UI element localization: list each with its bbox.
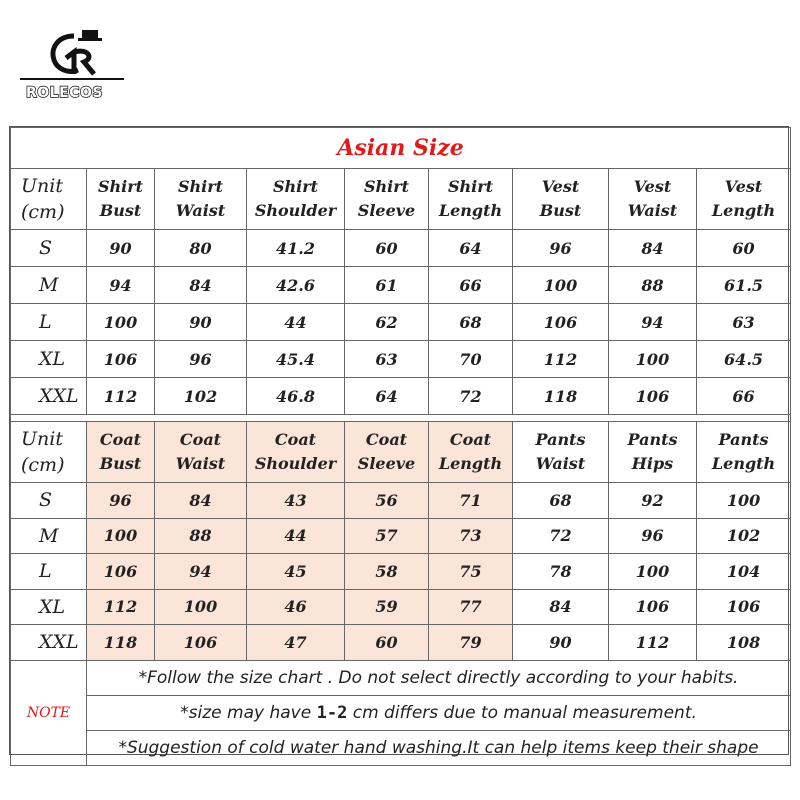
top-row bbox=[11, 267, 791, 304]
size-label: XL bbox=[11, 341, 87, 378]
column-header-line: Waist bbox=[627, 201, 678, 220]
top-column-header bbox=[247, 169, 345, 230]
measurement-cell: 70 bbox=[429, 341, 513, 378]
note-row bbox=[11, 660, 791, 695]
measurement-cell: 46.8 bbox=[247, 378, 345, 415]
top-row bbox=[11, 304, 791, 341]
measurement-cell: 80 bbox=[155, 230, 247, 267]
measurement-cell: 112 bbox=[87, 378, 155, 415]
measurement-cell: 41.2 bbox=[247, 230, 345, 267]
bottom-column-header bbox=[513, 422, 609, 483]
column-header-line: Shoulder bbox=[254, 454, 337, 473]
bottom-column-header bbox=[155, 422, 247, 483]
measurement-cell: 92 bbox=[609, 483, 697, 519]
separator-cell bbox=[11, 415, 791, 422]
measurement-cell: 45 bbox=[247, 554, 345, 590]
measurement-cell: 44 bbox=[247, 518, 345, 554]
measurement-cell: 100 bbox=[609, 341, 697, 378]
column-header-line: Shirt bbox=[363, 177, 410, 196]
column-header-line: Pants bbox=[718, 430, 769, 449]
logo-divider bbox=[20, 78, 124, 80]
measurement-cell: 71 bbox=[429, 483, 513, 519]
measurement-cell: 75 bbox=[429, 554, 513, 590]
column-header-line: Bust bbox=[99, 454, 142, 473]
column-header-line: Bust bbox=[539, 201, 582, 220]
measurement-cell: 62 bbox=[345, 304, 429, 341]
size-label: L bbox=[11, 304, 87, 341]
measurement-cell: 72 bbox=[429, 378, 513, 415]
brand-name: ROLECOS bbox=[26, 85, 103, 101]
bottom-column-header bbox=[345, 422, 429, 483]
bottom-column-header bbox=[609, 422, 697, 483]
measurement-cell: 56 bbox=[345, 483, 429, 519]
measurement-cell: 94 bbox=[87, 267, 155, 304]
column-header-line: Coat bbox=[449, 430, 492, 449]
column-header-line: Coat bbox=[365, 430, 408, 449]
size-label: XXL bbox=[11, 378, 87, 415]
measurement-cell: 68 bbox=[429, 304, 513, 341]
measurement-cell: 118 bbox=[513, 378, 609, 415]
measurement-cell: 78 bbox=[513, 554, 609, 590]
column-header-line: Bust bbox=[99, 201, 142, 220]
bottom-unit-header bbox=[11, 422, 87, 483]
column-header-line: Coat bbox=[274, 430, 317, 449]
measurement-cell: 64 bbox=[345, 378, 429, 415]
column-header-line: Length bbox=[711, 454, 776, 473]
measurement-cell: 118 bbox=[87, 625, 155, 661]
measurement-cell: 96 bbox=[609, 518, 697, 554]
unit-label-line: (cm) bbox=[21, 201, 65, 223]
size-label: XXL bbox=[11, 625, 87, 661]
measurement-cell: 60 bbox=[345, 625, 429, 661]
measurement-cell: 96 bbox=[87, 483, 155, 519]
top-column-header bbox=[609, 169, 697, 230]
top-row bbox=[11, 378, 791, 415]
unit-label-line: Unit bbox=[21, 428, 63, 450]
measurement-cell: 44 bbox=[247, 304, 345, 341]
measurement-cell: 61.5 bbox=[697, 267, 791, 304]
note-text-part: *size may have bbox=[180, 702, 317, 723]
measurement-cell: 58 bbox=[345, 554, 429, 590]
size-table bbox=[10, 127, 791, 766]
bottom-row bbox=[11, 554, 791, 590]
measurement-cell: 90 bbox=[513, 625, 609, 661]
measurement-cell: 84 bbox=[513, 589, 609, 625]
column-header-line: Waist bbox=[175, 454, 226, 473]
column-header-line: Length bbox=[711, 201, 776, 220]
top-unit-header bbox=[11, 169, 87, 230]
bottom-row bbox=[11, 518, 791, 554]
top-column-header bbox=[513, 169, 609, 230]
measurement-cell: 104 bbox=[697, 554, 791, 590]
measurement-cell: 100 bbox=[87, 304, 155, 341]
column-header-line: Coat bbox=[99, 430, 142, 449]
measurement-cell: 102 bbox=[155, 378, 247, 415]
note-label: NOTE bbox=[11, 660, 87, 765]
size-label: XL bbox=[11, 589, 87, 625]
measurement-cell: 106 bbox=[609, 378, 697, 415]
note-row bbox=[11, 695, 791, 730]
measurement-cell: 64.5 bbox=[697, 341, 791, 378]
bottom-column-header bbox=[697, 422, 791, 483]
measurement-cell: 106 bbox=[697, 589, 791, 625]
measurement-cell: 72 bbox=[513, 518, 609, 554]
measurement-cell: 84 bbox=[155, 483, 247, 519]
measurement-cell: 112 bbox=[87, 589, 155, 625]
column-header-line: Pants bbox=[535, 430, 586, 449]
measurement-cell: 100 bbox=[513, 267, 609, 304]
top-column-header bbox=[429, 169, 513, 230]
measurement-cell: 100 bbox=[609, 554, 697, 590]
measurement-cell: 106 bbox=[609, 589, 697, 625]
note-text-part: *Suggestion of cold water hand washing.It can help items keep their shape bbox=[118, 737, 759, 758]
bottom-header-row bbox=[11, 422, 791, 483]
measurement-cell: 84 bbox=[155, 267, 247, 304]
bottom-row bbox=[11, 589, 791, 625]
measurement-cell: 90 bbox=[155, 304, 247, 341]
chart-title: Asian Size bbox=[11, 128, 791, 169]
note-text bbox=[87, 660, 791, 695]
measurement-cell: 108 bbox=[697, 625, 791, 661]
note-text bbox=[87, 695, 791, 730]
measurement-cell: 96 bbox=[513, 230, 609, 267]
column-header-line: Shirt bbox=[97, 177, 144, 196]
size-label: S bbox=[11, 230, 87, 267]
measurement-cell: 57 bbox=[345, 518, 429, 554]
rolecos-monogram-icon bbox=[44, 28, 104, 78]
top-header-row bbox=[11, 169, 791, 230]
column-header-line: Hips bbox=[631, 454, 674, 473]
bottom-column-header bbox=[87, 422, 155, 483]
size-label: M bbox=[11, 267, 87, 304]
column-header-line: Pants bbox=[627, 430, 678, 449]
column-header-line: Length bbox=[438, 454, 503, 473]
measurement-cell: 60 bbox=[697, 230, 791, 267]
measurement-cell: 59 bbox=[345, 589, 429, 625]
top-column-header bbox=[155, 169, 247, 230]
measurement-cell: 106 bbox=[87, 554, 155, 590]
measurement-cell: 43 bbox=[247, 483, 345, 519]
measurement-cell: 42.6 bbox=[247, 267, 345, 304]
measurement-cell: 79 bbox=[429, 625, 513, 661]
unit-label-line: (cm) bbox=[21, 454, 65, 476]
note-text bbox=[87, 730, 791, 765]
measurement-cell: 66 bbox=[697, 378, 791, 415]
measurement-cell: 77 bbox=[429, 589, 513, 625]
note-row bbox=[11, 730, 791, 765]
measurement-cell: 94 bbox=[155, 554, 247, 590]
measurement-cell: 106 bbox=[87, 341, 155, 378]
measurement-cell: 73 bbox=[429, 518, 513, 554]
top-column-header bbox=[87, 169, 155, 230]
measurement-cell: 100 bbox=[697, 483, 791, 519]
column-header-line: Shirt bbox=[272, 177, 319, 196]
size-label: S bbox=[11, 483, 87, 519]
column-header-line: Shirt bbox=[177, 177, 224, 196]
measurement-cell: 68 bbox=[513, 483, 609, 519]
bottom-row bbox=[11, 483, 791, 519]
unit-label-line: Unit bbox=[21, 175, 63, 197]
measurement-cell: 64 bbox=[429, 230, 513, 267]
column-header-line: Sleeve bbox=[357, 201, 416, 220]
column-header-line: Sleeve bbox=[357, 454, 416, 473]
note-text-part: cm differs due to manual measurement. bbox=[347, 702, 697, 723]
column-header-line: Length bbox=[438, 201, 503, 220]
note-emphasis: 1-2 bbox=[316, 702, 348, 723]
measurement-cell: 66 bbox=[429, 267, 513, 304]
measurement-cell: 100 bbox=[155, 589, 247, 625]
measurement-cell: 106 bbox=[155, 625, 247, 661]
column-header-line: Vest bbox=[633, 177, 672, 196]
column-header-line: Coat bbox=[179, 430, 222, 449]
column-header-line: Waist bbox=[535, 454, 586, 473]
column-header-line: Shirt bbox=[447, 177, 494, 196]
measurement-cell: 88 bbox=[609, 267, 697, 304]
measurement-cell: 47 bbox=[247, 625, 345, 661]
column-header-line: Shoulder bbox=[254, 201, 337, 220]
measurement-cell: 84 bbox=[609, 230, 697, 267]
measurement-cell: 94 bbox=[609, 304, 697, 341]
bottom-column-header bbox=[247, 422, 345, 483]
measurement-cell: 90 bbox=[87, 230, 155, 267]
measurement-cell: 63 bbox=[697, 304, 791, 341]
measurement-cell: 60 bbox=[345, 230, 429, 267]
note-text-part: *Follow the size chart . Do not select directly according to your habits. bbox=[138, 667, 739, 688]
measurement-cell: 112 bbox=[513, 341, 609, 378]
measurement-cell: 96 bbox=[155, 341, 247, 378]
size-chart bbox=[9, 126, 789, 758]
top-row bbox=[11, 341, 791, 378]
column-header-line: Waist bbox=[175, 201, 226, 220]
top-column-header bbox=[697, 169, 791, 230]
bottom-column-header bbox=[429, 422, 513, 483]
size-label: M bbox=[11, 518, 87, 554]
size-label: L bbox=[11, 554, 87, 590]
measurement-cell: 61 bbox=[345, 267, 429, 304]
measurement-cell: 102 bbox=[697, 518, 791, 554]
top-column-header bbox=[345, 169, 429, 230]
measurement-cell: 63 bbox=[345, 341, 429, 378]
measurement-cell: 45.4 bbox=[247, 341, 345, 378]
measurement-cell: 88 bbox=[155, 518, 247, 554]
measurement-cell: 112 bbox=[609, 625, 697, 661]
column-header-line: Vest bbox=[541, 177, 580, 196]
measurement-cell: 106 bbox=[513, 304, 609, 341]
section-separator bbox=[11, 415, 791, 422]
top-row bbox=[11, 230, 791, 267]
bottom-row bbox=[11, 625, 791, 661]
column-header-line: Vest bbox=[724, 177, 763, 196]
measurement-cell: 46 bbox=[247, 589, 345, 625]
measurement-cell: 100 bbox=[87, 518, 155, 554]
brand-logo bbox=[20, 28, 124, 106]
